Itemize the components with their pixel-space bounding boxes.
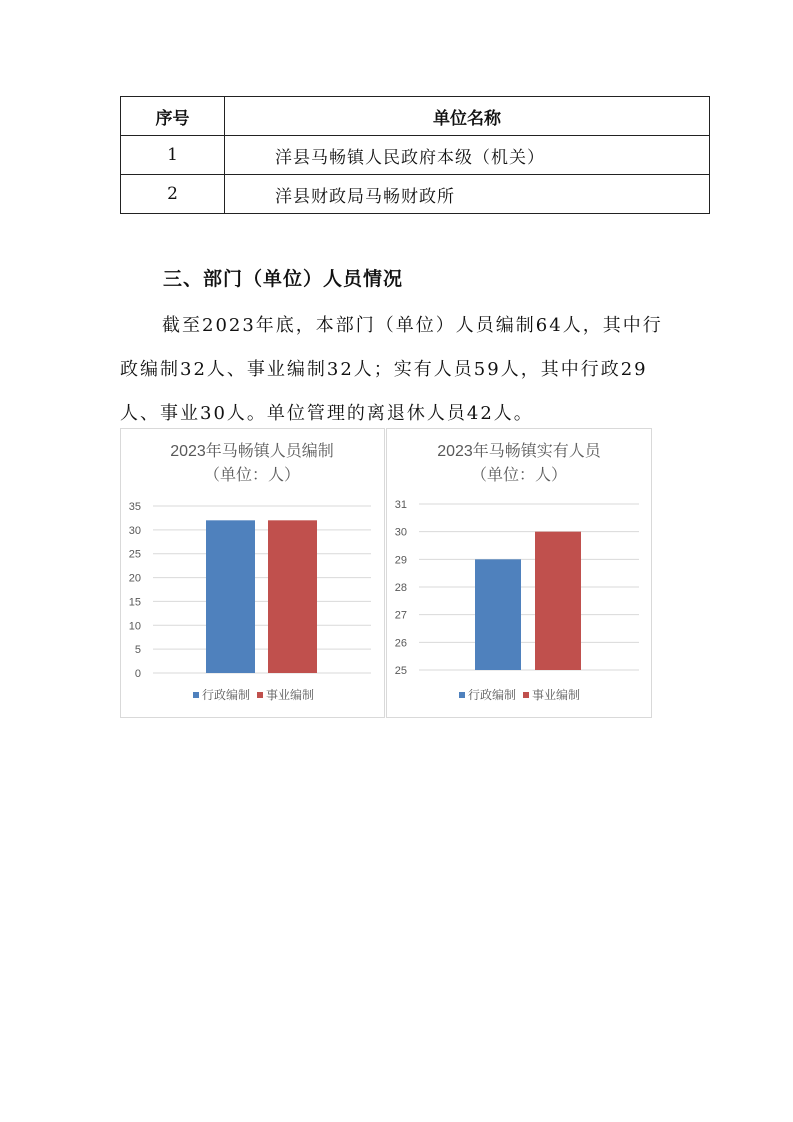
y-tick-label: 20: [128, 572, 141, 585]
legend-label: 事业编制: [266, 688, 315, 702]
legend-swatch: [523, 692, 529, 698]
staffing-chart-svg: [121, 429, 384, 717]
y-tick-label: 15: [128, 596, 141, 609]
staffing-chart: [120, 428, 385, 718]
chart-subtitle: （单位：人）: [470, 467, 568, 484]
legend-label: 行政编制: [202, 688, 251, 702]
y-tick-label: 30: [128, 524, 141, 537]
bar-administrative: [206, 520, 255, 673]
legend-swatch: [193, 692, 199, 698]
y-tick-label: 27: [394, 609, 407, 622]
section-paragraph: 截至2023年底，本部门（单位）人员编制64人，其中行政编制32人、事业编制32人；实有人员59人，其中行政29人、事业30人。单位管理的离退休人员42人。: [120, 315, 663, 424]
column-header-index: 序号: [121, 97, 225, 136]
y-tick-label: 26: [394, 637, 407, 650]
y-tick-label: 28: [394, 582, 407, 594]
column-header-unit-name: 单位名称: [225, 97, 710, 136]
y-tick-label: 5: [134, 644, 141, 657]
y-tick-label: 35: [128, 501, 141, 513]
row-index: 1: [121, 136, 225, 175]
y-tick-label: 0: [134, 668, 141, 680]
legend-swatch: [459, 692, 465, 698]
row-unit-name: 洋县财政局马畅财政所: [225, 175, 710, 214]
bar-administrative: [475, 559, 521, 670]
y-tick-label: 31: [394, 499, 407, 511]
legend-label: 事业编制: [532, 688, 581, 702]
bar-public-institution: [268, 520, 317, 673]
chart-title: 2023年马畅镇实有人员: [437, 443, 601, 460]
y-tick-label: 10: [128, 620, 141, 633]
table-row: [121, 136, 710, 175]
row-index: 2: [121, 175, 225, 214]
table-row: [121, 175, 710, 214]
actual-staff-chart-svg: [387, 429, 651, 717]
y-tick-label: 25: [128, 548, 141, 561]
chart-subtitle: （单位：人）: [203, 467, 301, 484]
section-heading: 三、部门（单位）人员情况: [163, 268, 404, 290]
row-unit-name: 洋县马畅镇人民政府本级（机关）: [225, 136, 710, 175]
y-tick-label: 29: [394, 554, 407, 567]
actual-staff-chart: [386, 428, 652, 718]
legend-label: 行政编制: [468, 688, 517, 702]
bar-public-institution: [535, 532, 581, 670]
y-tick-label: 25: [394, 665, 407, 677]
y-tick-label: 30: [394, 526, 407, 539]
legend-swatch: [257, 692, 263, 698]
unit-table: [120, 96, 710, 214]
table-header-row: [121, 97, 710, 136]
chart-title: 2023年马畅镇人员编制: [170, 443, 334, 460]
